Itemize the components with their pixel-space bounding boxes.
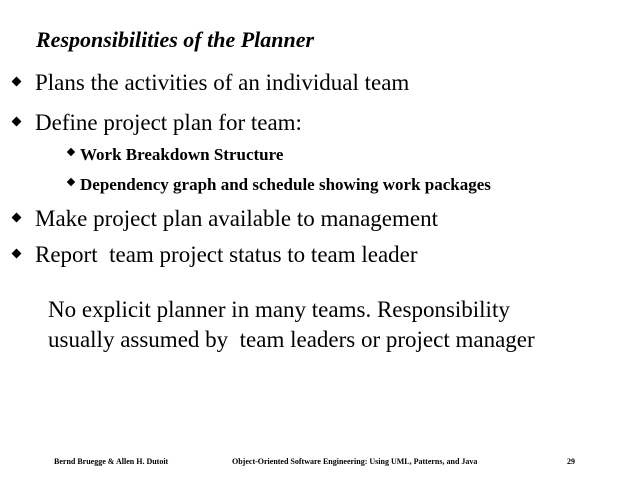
note-line-1: No explicit planner in many teams. Responsibility — [48, 297, 510, 322]
diamond-bullet-icon — [12, 77, 22, 87]
diamond-bullet-icon — [12, 117, 22, 127]
diamond-bullet-icon — [67, 148, 75, 156]
diamond-bullet-icon — [12, 213, 22, 223]
slide-title: Responsibilities of the Planner — [36, 27, 315, 52]
bullet-text: Report team project status to team leader — [35, 242, 418, 267]
bullet-text: Plans the activities of an individual team — [35, 70, 410, 95]
footer-authors: Bernd Bruegge & Allen H. Dutoit — [54, 457, 169, 466]
note-paragraph — [48, 295, 535, 355]
bullet-item-report-status — [13, 242, 418, 268]
bullet-text: Define project plan for team: — [35, 110, 302, 135]
footer-book-title: Object-Oriented Software Engineering: Using UML, Patterns, and Java — [232, 457, 478, 466]
note-line-2: usually assumed by team leaders or project manager — [48, 327, 535, 352]
bullet-item-define-project-plan — [13, 110, 302, 136]
bullet-text: Make project plan available to management — [35, 206, 438, 231]
diamond-bullet-icon — [67, 178, 75, 186]
diamond-bullet-icon — [12, 249, 22, 259]
footer-page-number: 29 — [567, 457, 575, 466]
sub-bullet-item-work-breakdown — [68, 145, 283, 165]
bullet-item-plans-activities — [13, 70, 409, 96]
sub-bullet-text: Dependency graph and schedule showing work packages — [80, 175, 491, 194]
sub-bullet-text: Work Breakdown Structure — [80, 145, 284, 164]
sub-bullet-item-dependency-graph — [68, 175, 491, 195]
bullet-item-make-plan-available — [13, 206, 438, 232]
